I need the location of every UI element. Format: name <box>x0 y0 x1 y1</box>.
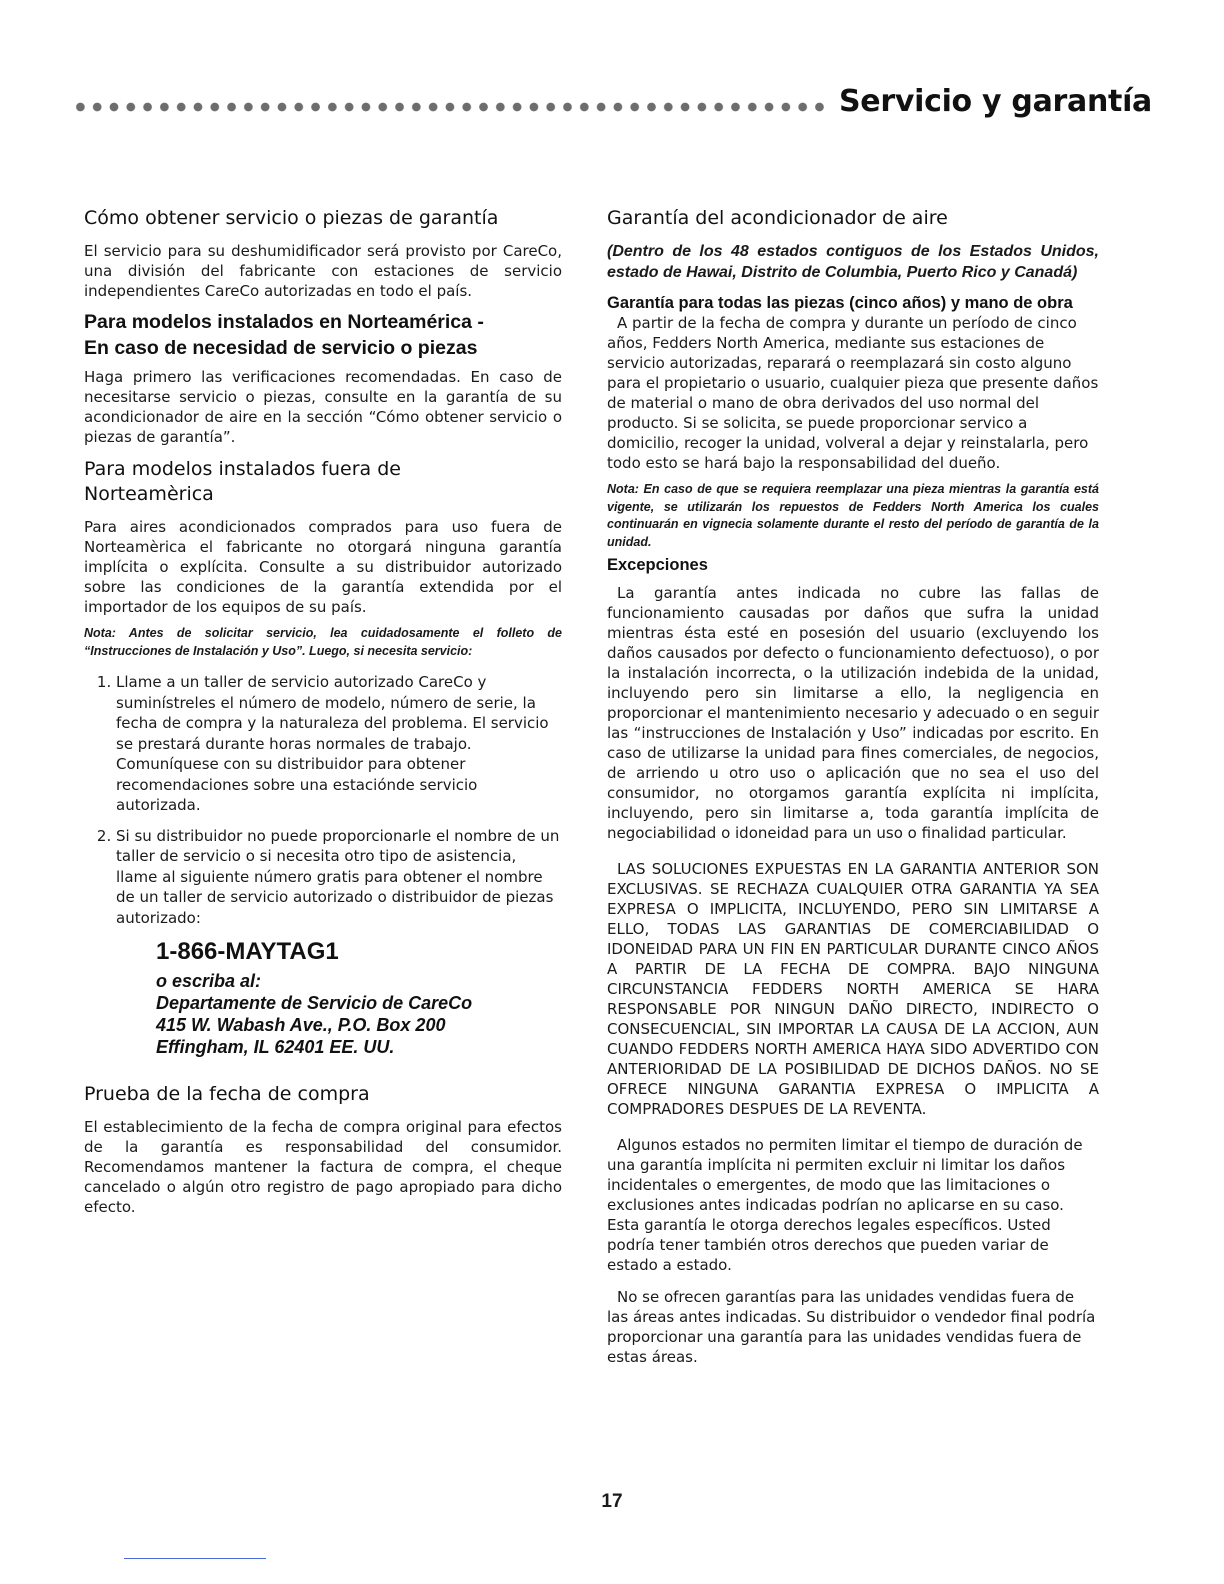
address-line-street: 415 W. Wabash Ave., P.O. Box 200 <box>156 1015 446 1035</box>
page-header <box>72 84 1152 130</box>
north-america-paragraph: Haga primero las verificaciones recomendadas. En caso de necesitarse servicio o piezas, consulte en la garantía de su acondicionador de aire en la sección “Cómo obtener servicio o piezas de garantía”. <box>84 368 562 446</box>
disclaimer-paragraph: LAS SOLUCIONES EXPUESTAS EN LA GARANTIA ANTERIOR SON EXCLUSIVAS. SE RECHAZA CUALQUIER OTRA GARANTIA YA SEA EXPRESA O IMPLICITA, INCLUYENDO, PERO SIN LIMITARSE A ELLO, TODAS LAS GARANTIAS DE COMERCIABILIDAD O IDONEIDAD PARA UN FIN EN PARTICULAR DURANTE CINCO AÑOS A PARTIR DE LA FECHA DE COMPRA. BAJO NINGUNA CIRCUNSTANCIA FEDDERS NORTH AMERICA SE HARA RESPONSABLE POR NINGUN DAÑO DIRECTO, INDIRECTO O CONSECUENCIAL, SIN IMPORTAR LA CAUSA DE LA ACCION, AUN CUANDO FEDDERS NORTH AMERICA HAYA SIDO ADVERTIDO CON ANTERIORIDAD DE LA POSIBILIDAD DE DICHOS DAÑOS. NO SE OFRECE NINGUNA GARANTIA EXPRESA O IMPLICITA A COMPRADORES DESPUES DE LA REVENTA. <box>607 860 1099 1118</box>
right-column <box>607 206 1099 1375</box>
exceptions-paragraph: La garantía antes indicada no cubre las fallas de funcionamiento causadas por daños que sufra la unidad mientras ésta esté en posesión del usuario (excluyendo los daños causados por defecto o funcionamiento defectuoso), o por la instalación incorrecta, o la utilización indebida de la unidad, incluyendo pero sin limitarse a ello, la negligencia en proporcionar el mantenimiento necesario y adecuado o en seguir las “instrucciones de Instalación y Uso” indicadas por escrito. En caso de utilizarse la unidad para fines comerciales, de negocios, de arriendo u otro uso o aplicación que no sea el uso del consumidor, no otorgamos garantía explícita ni implícita, incluyendo, pero sin limitarse a, toda garantía implícita de negociabilidad o idoneidad para un uso o finalidad particular. <box>607 584 1099 842</box>
left-column <box>84 206 562 1225</box>
footer-divider <box>124 1558 266 1559</box>
outside-areas-paragraph: No se ofrecen garantías para las unidades vendidas fuera de las áreas antes indicadas. Su distribuidor o vendedor final podría proporcionar una garantía para las unidades vendidas fuera de estas áreas. <box>607 1288 1096 1366</box>
state-rights-paragraph: Algunos estados no permiten limitar el tiempo de duración de una garantía implícita ni permiten excluir ni limitar los daños incidentales o emergentes, de modo que las limitaciones o exclusiones antes indicadas podrían no aplicarse en su caso. Esta garantía le otorga derechos legales específicos. Usted podría tener también otros derechos que pueden variar de estado a estado. <box>607 1136 1083 1274</box>
service-intro-paragraph: El servicio para su deshumidificador será provisto por CareCo, una división del fabricante con estaciones de servicio independientes CareCo autorizadas en todo el país. <box>84 242 562 300</box>
subheading-exceptions: Excepciones <box>607 556 708 574</box>
address-line-intro: o escriba al: <box>156 971 262 991</box>
service-step-1: 1. Llame a un taller de servicio autorizado CareCo y suminístreles el número de modelo, número de serie, la fecha de compra y la naturaleza del problema. El servicio se prestará durante horas normales de trabajo. Comuníquese con su distribuidor para obtener recomendaciones sobre una estacióndе servicio autorizada. <box>116 672 562 816</box>
subheading-parts-labor: Garantía para todas las piezas (cinco años) y mano de obra <box>607 294 1073 312</box>
section-title-outside-north-america <box>84 457 562 507</box>
replacement-parts-note: Nota: En caso de que se requiera reemplazar una pieza mientras la garantía está vigente, se utilizarán los repuestos de Fedders North America los cuales continuarán en vignecia solamente durante el resto del período de garantía de la unidad. <box>607 482 1099 549</box>
outside-north-america-paragraph: Para aires acondicionados comprados para uso fuera de Norteamèrica el fabricante no otorgará ninguna garantía implícita o explícita. Consulte a su distribuidor autorizado sobre las condiciones de la garantía extendida por el importador de los equipos de su país. <box>84 518 562 616</box>
header-dots-decoration <box>72 98 828 116</box>
page-title: Servicio y garantía <box>839 84 1152 119</box>
page-number: 17 <box>601 1491 623 1512</box>
address-line-city: Effingham, IL 62401 EE. UU. <box>156 1037 395 1057</box>
section-title-proof-of-purchase: Prueba de la fecha de compra <box>84 1083 370 1105</box>
subheading-north-america-line2: En caso de necesidad de servicio o piezas <box>84 337 478 359</box>
outside-title-line1: Para modelos instalados fuera de <box>84 458 401 480</box>
subheading-north-america-line1: Para modelos instalados en Norteamérica - <box>84 311 484 333</box>
service-steps-list <box>84 672 562 928</box>
subheading-north-america <box>84 309 562 361</box>
parts-labor-paragraph: A partir de la fecha de compra y durante un período de cinco años, Fedders North America, mediante sus estaciones de servicio autorizadas, reparará o reemplazará sin costo alguno para el propietario o usuario, cualquier pieza que presente daños de material o mano de obra derivados del uso normal del producto. Si se solicita, se puede proporcionar servico a domicilio, recoger la unidad, volveral a dejar y reinstalarla, pero todo esto se hará bajo la responsabilidad del dueño. <box>607 314 1099 472</box>
outside-title-line2: Norteamèrica <box>84 483 214 505</box>
service-step-2: 2. Si su distribuidor no puede proporcionarle el nombre de un taller de servicio o si necesita otro tipo de asistencia, llame al siguiente número gratis para obtener el nombre de un taller de servicio autorizado o distribuidor de piezas autorizado: <box>116 826 562 929</box>
warranty-coverage-area: (Dentro de los 48 estados contiguos de los Estados Unidos, estado de Hawai, Distrito de Columbia, Puerto Rico y Canadá) <box>607 243 1099 281</box>
proof-of-purchase-paragraph: El establecimiento de la fecha de compra original para efectos de la garantía es responsabilidad del consumidor. Recomendamos mantener la factura de compra, el cheque cancelado o algún otro registro de pago apropiado para dicho efecto. <box>84 1118 562 1216</box>
phone-number: 1-866-MAYTAG1 <box>156 938 339 965</box>
service-note: Nota: Antes de solicitar servicio, lea cuidadosamente el folleto de “Instrucciones de Instalación y Uso”. Luego, si necesita servicio: <box>84 626 562 658</box>
section-title-service: Cómo obtener servicio o piezas de garantía <box>84 207 499 229</box>
address-line-department: Departamente de Servicio de CareCo <box>156 993 473 1013</box>
section-title-warranty: Garantía del acondicionador de aire <box>607 207 948 229</box>
mailing-address <box>156 970 562 1058</box>
